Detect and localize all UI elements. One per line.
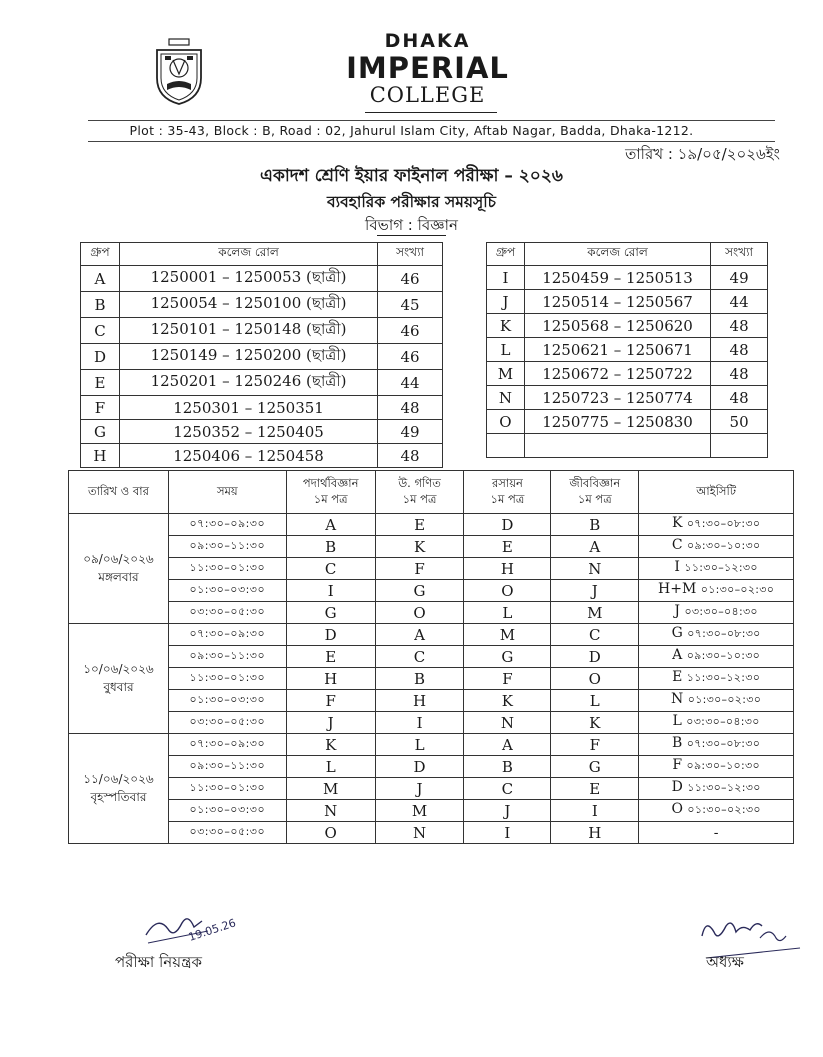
group-cell: B [81, 292, 120, 318]
table-row [69, 646, 794, 668]
ict-group: L [672, 713, 682, 729]
table-row [487, 434, 768, 458]
exam-title: একাদশ শ্রেণি ইয়ার ফাইনাল পরীক্ষা – ২০২৬ [260, 166, 563, 186]
time-cell: ০১:৩০–০৩:৩০ [168, 580, 286, 602]
physics-cell: C [286, 558, 375, 580]
physics-cell: F [286, 690, 375, 712]
physics-cell: G [286, 602, 375, 624]
ict-time: ০১:৩০–০২:৩০ [687, 803, 761, 816]
table-row [487, 314, 768, 338]
time-cell: ০৭:৩০–০৯:৩০ [168, 514, 286, 536]
ict-cell [639, 734, 794, 756]
college-name-line1: DHAKA [384, 30, 471, 52]
math-cell: B [375, 668, 464, 690]
ict-cell [639, 822, 794, 844]
time-cell: ১১:৩০–০১:৩০ [168, 668, 286, 690]
table-row [69, 514, 794, 536]
physics-cell: J [286, 712, 375, 734]
math-header-line2: ১ম পত্র [402, 492, 437, 506]
count-cell: 44 [378, 370, 443, 396]
chemistry-cell: C [464, 778, 551, 800]
roll-cell: 1250301 – 1250351 [119, 396, 377, 420]
roll-cell: 1250775 – 1250830 [524, 410, 710, 434]
time-cell: ০৯:৩০–১১:৩০ [168, 756, 286, 778]
table-row [69, 822, 794, 844]
ict-cell [639, 756, 794, 778]
chemistry-cell: I [464, 822, 551, 844]
count-cell: 44 [711, 290, 768, 314]
chemistry-cell: G [464, 646, 551, 668]
group-header: গ্রুপ [81, 243, 120, 266]
chemistry-cell: O [464, 580, 551, 602]
math-header-line1: উ. গণিত [398, 476, 441, 491]
date-day-cell [69, 734, 169, 844]
count-cell: 48 [711, 362, 768, 386]
count-cell [711, 434, 768, 458]
time-cell: ০১:৩০–০৩:৩০ [168, 690, 286, 712]
time-cell: ০৯:৩০–১১:৩০ [168, 646, 286, 668]
ict-cell [639, 536, 794, 558]
roll-cell: 1250101 – 1250148 (ছাত্রী) [119, 318, 377, 344]
time-cell: ০৯:৩০–১১:৩০ [168, 536, 286, 558]
ict-group: C [671, 537, 683, 553]
ict-group: K [671, 515, 683, 531]
table-row [487, 290, 768, 314]
biology-cell: K [551, 712, 639, 734]
table-row [69, 778, 794, 800]
chemistry-header [464, 471, 551, 514]
ict-time: ০৩:৩০–০৪:৩০ [686, 715, 760, 728]
table-row [69, 624, 794, 646]
roll-cell: 1250406 – 1250458 [119, 444, 377, 468]
physics-cell: A [286, 514, 375, 536]
schedule-title: ব্যবহারিক পরীক্ষার সময়সূচি [326, 193, 497, 211]
divider [365, 112, 497, 113]
physics-cell: N [286, 800, 375, 822]
roll-cell: 1250149 – 1250200 (ছাত্রী) [119, 344, 377, 370]
controller-signature-date: 19.05.26 [186, 916, 238, 944]
time-cell: ০৭:৩০–০৯:৩০ [168, 624, 286, 646]
ict-group: B [672, 735, 683, 751]
count-cell: 48 [711, 386, 768, 410]
ict-cell [639, 580, 794, 602]
chemistry-cell: L [464, 602, 551, 624]
ict-cell [639, 602, 794, 624]
group-cell: H [81, 444, 120, 468]
group-cell: M [487, 362, 525, 386]
time-cell: ১১:৩০–০১:৩০ [168, 558, 286, 580]
ict-cell [639, 646, 794, 668]
ict-group: G [671, 625, 683, 641]
physics-header-line1: পদার্থবিজ্ঞান [302, 476, 359, 491]
count-cell: 46 [378, 266, 443, 292]
principal-title: অধ্যক্ষ [706, 953, 744, 971]
chemistry-cell: J [464, 800, 551, 822]
biology-header-line2: ১ম পত্র [577, 492, 612, 506]
ict-time: ১১:৩০–১২:৩০ [686, 671, 761, 684]
group-cell: O [487, 410, 525, 434]
group-cell: E [81, 370, 120, 396]
table-row [487, 362, 768, 386]
count-cell: 50 [711, 410, 768, 434]
math-cell: J [375, 778, 464, 800]
ict-cell [639, 778, 794, 800]
group-cell: L [487, 338, 525, 362]
chemistry-cell: E [464, 536, 551, 558]
time-header: সময় [168, 471, 286, 514]
count-cell: 45 [378, 292, 443, 318]
chemistry-cell: B [464, 756, 551, 778]
biology-cell: D [551, 646, 639, 668]
time-cell: ০৩:৩০–০৫:৩০ [168, 712, 286, 734]
roll-cell: 1250201 – 1250246 (ছাত্রী) [119, 370, 377, 396]
college-name-line2: IMPERIAL [346, 51, 509, 85]
physics-cell: O [286, 822, 375, 844]
chemistry-cell: D [464, 514, 551, 536]
math-cell: M [375, 800, 464, 822]
roll-header: কলেজ রোল [119, 243, 377, 266]
count-header: সংখ্যা [711, 243, 768, 266]
table-row [487, 410, 768, 434]
time-cell: ০৩:৩০–০৫:৩০ [168, 602, 286, 624]
math-cell: A [375, 624, 464, 646]
math-cell: E [375, 514, 464, 536]
ict-group: A [672, 647, 683, 663]
roll-cell [524, 434, 710, 458]
math-cell: F [375, 558, 464, 580]
physics-cell: M [286, 778, 375, 800]
table-row [81, 318, 443, 344]
group-cell: N [487, 386, 525, 410]
physics-cell: I [286, 580, 375, 602]
math-cell: I [375, 712, 464, 734]
exam-date: ০৯/০৬/২০২৬ [83, 552, 154, 567]
chemistry-header-line1: রসায়ন [491, 476, 523, 491]
group-cell: K [487, 314, 525, 338]
ict-time: ০১:৩০–০২:৩০ [700, 583, 775, 596]
ict-time: ০৭:৩০–০৮:৩০ [687, 627, 761, 640]
biology-cell: A [551, 536, 639, 558]
divider [88, 120, 775, 121]
roll-cell: 1250568 – 1250620 [524, 314, 710, 338]
ict-group: F [672, 757, 683, 773]
date-day-header: তারিখ ও বার [69, 471, 169, 514]
roll-cell: 1250352 – 1250405 [119, 420, 377, 444]
math-cell: N [375, 822, 464, 844]
roll-header: কলেজ রোল [524, 243, 710, 266]
ict-group: - [713, 824, 719, 841]
count-cell: 46 [378, 318, 443, 344]
chemistry-cell: K [464, 690, 551, 712]
ict-group: N [671, 691, 684, 707]
table-row [81, 292, 443, 318]
biology-cell: E [551, 778, 639, 800]
divider [88, 141, 775, 142]
chemistry-cell: A [464, 734, 551, 756]
group-cell: C [81, 318, 120, 344]
table-row [81, 370, 443, 396]
table-row [69, 558, 794, 580]
date-day-cell [69, 624, 169, 734]
count-cell: 48 [378, 396, 443, 420]
ict-cell [639, 558, 794, 580]
physics-cell: K [286, 734, 375, 756]
table-row [487, 338, 768, 362]
physics-cell: L [286, 756, 375, 778]
college-name-line3: COLLEGE [369, 83, 486, 107]
roll-cell: 1250459 – 1250513 [524, 266, 710, 290]
chemistry-cell: F [464, 668, 551, 690]
ict-group: H+M [658, 581, 697, 597]
roll-cell: 1250621 – 1250671 [524, 338, 710, 362]
roll-cell: 1250054 – 1250100 (ছাত্রী) [119, 292, 377, 318]
count-cell: 46 [378, 344, 443, 370]
math-cell: K [375, 536, 464, 558]
roll-cell: 1250514 – 1250567 [524, 290, 710, 314]
group-cell [487, 434, 525, 458]
ict-cell [639, 690, 794, 712]
biology-cell: L [551, 690, 639, 712]
biology-header [551, 471, 639, 514]
ict-time: ০৭:৩০–০৮:৩০ [686, 517, 761, 530]
biology-cell: G [551, 756, 639, 778]
time-cell: ০৩:৩০–০৫:৩০ [168, 822, 286, 844]
group-table-left [80, 242, 443, 468]
controller-signature-icon [138, 905, 238, 950]
ict-time: ০৯:৩০–১০:৩০ [687, 539, 761, 552]
group-cell: F [81, 396, 120, 420]
roll-cell: 1250723 – 1250774 [524, 386, 710, 410]
controller-title: পরীক্ষা নিয়ন্ত্রক [115, 953, 202, 971]
count-cell: 48 [378, 444, 443, 468]
department-title: বিভাগ : বিজ্ঞান [365, 216, 458, 234]
biology-header-line1: জীববিজ্ঞান [569, 476, 621, 491]
roll-cell: 1250001 – 1250053 (ছাত্রী) [119, 266, 377, 292]
exam-date: ১১/০৬/২০২৬ [83, 772, 154, 787]
ict-group: E [672, 669, 683, 685]
physics-header-line2: ১ম পত্র [313, 492, 348, 506]
group-cell: G [81, 420, 120, 444]
table-row [69, 580, 794, 602]
table-row [81, 444, 443, 468]
table-row [81, 344, 443, 370]
time-cell: ০১:৩০–০৩:৩০ [168, 800, 286, 822]
group-header: গ্রুপ [487, 243, 525, 266]
ict-time: ০৩:৩০–০৪:৩০ [684, 605, 758, 618]
table-row [69, 668, 794, 690]
ict-group: O [671, 801, 683, 817]
group-cell: J [487, 290, 525, 314]
practical-schedule-table [68, 470, 794, 844]
exam-day: মঙ্গলবার [98, 569, 139, 584]
biology-cell: B [551, 514, 639, 536]
ict-group: J [674, 603, 680, 619]
exam-day: বৃহস্পতিবার [90, 789, 147, 804]
ict-time: ০৭:৩০–০৮:৩০ [686, 737, 761, 750]
biology-cell: H [551, 822, 639, 844]
biology-cell: O [551, 668, 639, 690]
ict-cell [639, 514, 794, 536]
ict-time: ১১:৩০–১২:৩০ [684, 561, 758, 574]
college-name [340, 32, 515, 106]
ict-cell [639, 624, 794, 646]
chemistry-cell: H [464, 558, 551, 580]
exam-date: ১০/০৬/২০২৬ [83, 662, 154, 677]
biology-cell: M [551, 602, 639, 624]
notice-date: তারিখ : ১৯/০৫/২০২৬ইং [625, 145, 780, 163]
college-address: Plot : 35-43, Block : B, Road : 02, Jahurul Islam City, Aftab Nagar, Badda, Dhaka-1212. [129, 123, 694, 138]
table-row [81, 420, 443, 444]
table-row [69, 734, 794, 756]
biology-cell: J [551, 580, 639, 602]
ict-time: ০১:৩০–০২:৩০ [687, 693, 762, 706]
biology-cell: N [551, 558, 639, 580]
physics-cell: D [286, 624, 375, 646]
group-cell: D [81, 344, 120, 370]
math-cell: O [375, 602, 464, 624]
chemistry-cell: M [464, 624, 551, 646]
math-header [375, 471, 464, 514]
ict-group: D [671, 779, 683, 795]
ict-header: আইসিটি [639, 471, 794, 514]
count-header: সংখ্যা [378, 243, 443, 266]
college-crest-icon [153, 38, 205, 106]
date-day-cell [69, 514, 169, 624]
group-cell: A [81, 266, 120, 292]
count-cell: 49 [711, 266, 768, 290]
table-row [69, 602, 794, 624]
chemistry-header-line2: ১ম পত্র [490, 492, 525, 506]
table-row [69, 690, 794, 712]
ict-time: ০৯:৩০–১০:৩০ [686, 759, 760, 772]
table-row [81, 396, 443, 420]
count-cell: 49 [378, 420, 443, 444]
chemistry-cell: N [464, 712, 551, 734]
biology-cell: C [551, 624, 639, 646]
exam-day: বুধবার [103, 679, 134, 694]
physics-cell: B [286, 536, 375, 558]
group-cell: I [487, 266, 525, 290]
count-cell: 48 [711, 338, 768, 362]
count-cell: 48 [711, 314, 768, 338]
letterhead [0, 0, 823, 120]
ict-cell [639, 800, 794, 822]
group-table-right [486, 242, 768, 458]
table-row [69, 536, 794, 558]
math-cell: G [375, 580, 464, 602]
math-cell: L [375, 734, 464, 756]
time-cell: ০৭:৩০–০৯:৩০ [168, 734, 286, 756]
ict-cell [639, 668, 794, 690]
ict-cell [639, 712, 794, 734]
table-row [487, 386, 768, 410]
ict-time: ০৯:৩০–১০:৩০ [686, 649, 761, 662]
biology-cell: I [551, 800, 639, 822]
physics-cell: H [286, 668, 375, 690]
physics-header [286, 471, 375, 514]
time-cell: ১১:৩০–০১:৩০ [168, 778, 286, 800]
math-cell: H [375, 690, 464, 712]
biology-cell: F [551, 734, 639, 756]
ict-group: I [674, 559, 680, 575]
math-cell: D [375, 756, 464, 778]
table-row [81, 266, 443, 292]
math-cell: C [375, 646, 464, 668]
ict-time: ১১:৩০–১২:৩০ [687, 781, 761, 794]
table-row [69, 800, 794, 822]
physics-cell: E [286, 646, 375, 668]
table-row [69, 712, 794, 734]
roll-cell: 1250672 – 1250722 [524, 362, 710, 386]
table-row [487, 266, 768, 290]
divider [377, 235, 446, 236]
table-row [69, 756, 794, 778]
